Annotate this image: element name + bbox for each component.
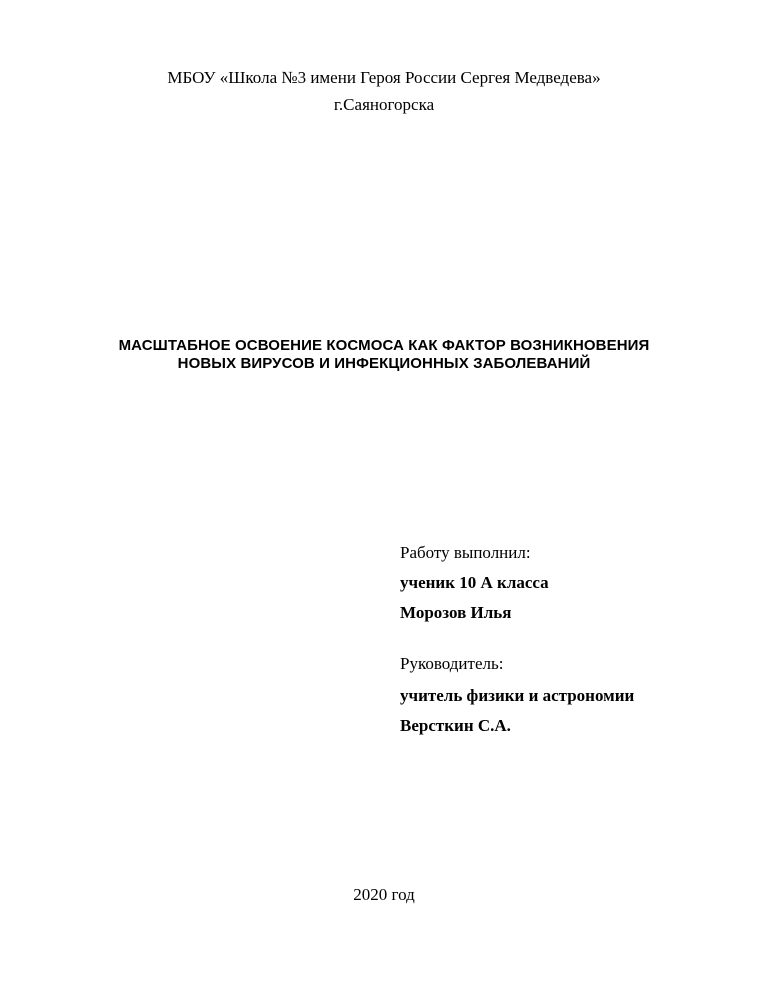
author-label: Работу выполнил: [400, 543, 531, 562]
school-name: МБОУ «Школа №3 имени Героя России Сергея Медведева» [167, 68, 601, 87]
document-year: 2020 год [353, 885, 415, 904]
document-title-line-2: НОВЫХ ВИРУСОВ И ИНФЕКЦИОННЫХ ЗАБОЛЕВАНИЙ [177, 355, 591, 372]
supervisor-name: Версткин С.А. [400, 716, 511, 735]
city-name: г.Саяногорска [333, 95, 435, 114]
author-role: ученик 10 А класса [400, 573, 549, 592]
author-name: Морозов Илья [400, 603, 512, 622]
document-title-line-1: МАСШТАБНОЕ ОСВОЕНИЕ КОСМОСА КАК ФАКТОР ВОЗНИКНОВЕНИЯ [118, 337, 650, 354]
supervisor-role: учитель физики и астрономии [400, 686, 635, 705]
supervisor-label: Руководитель: [400, 654, 504, 673]
